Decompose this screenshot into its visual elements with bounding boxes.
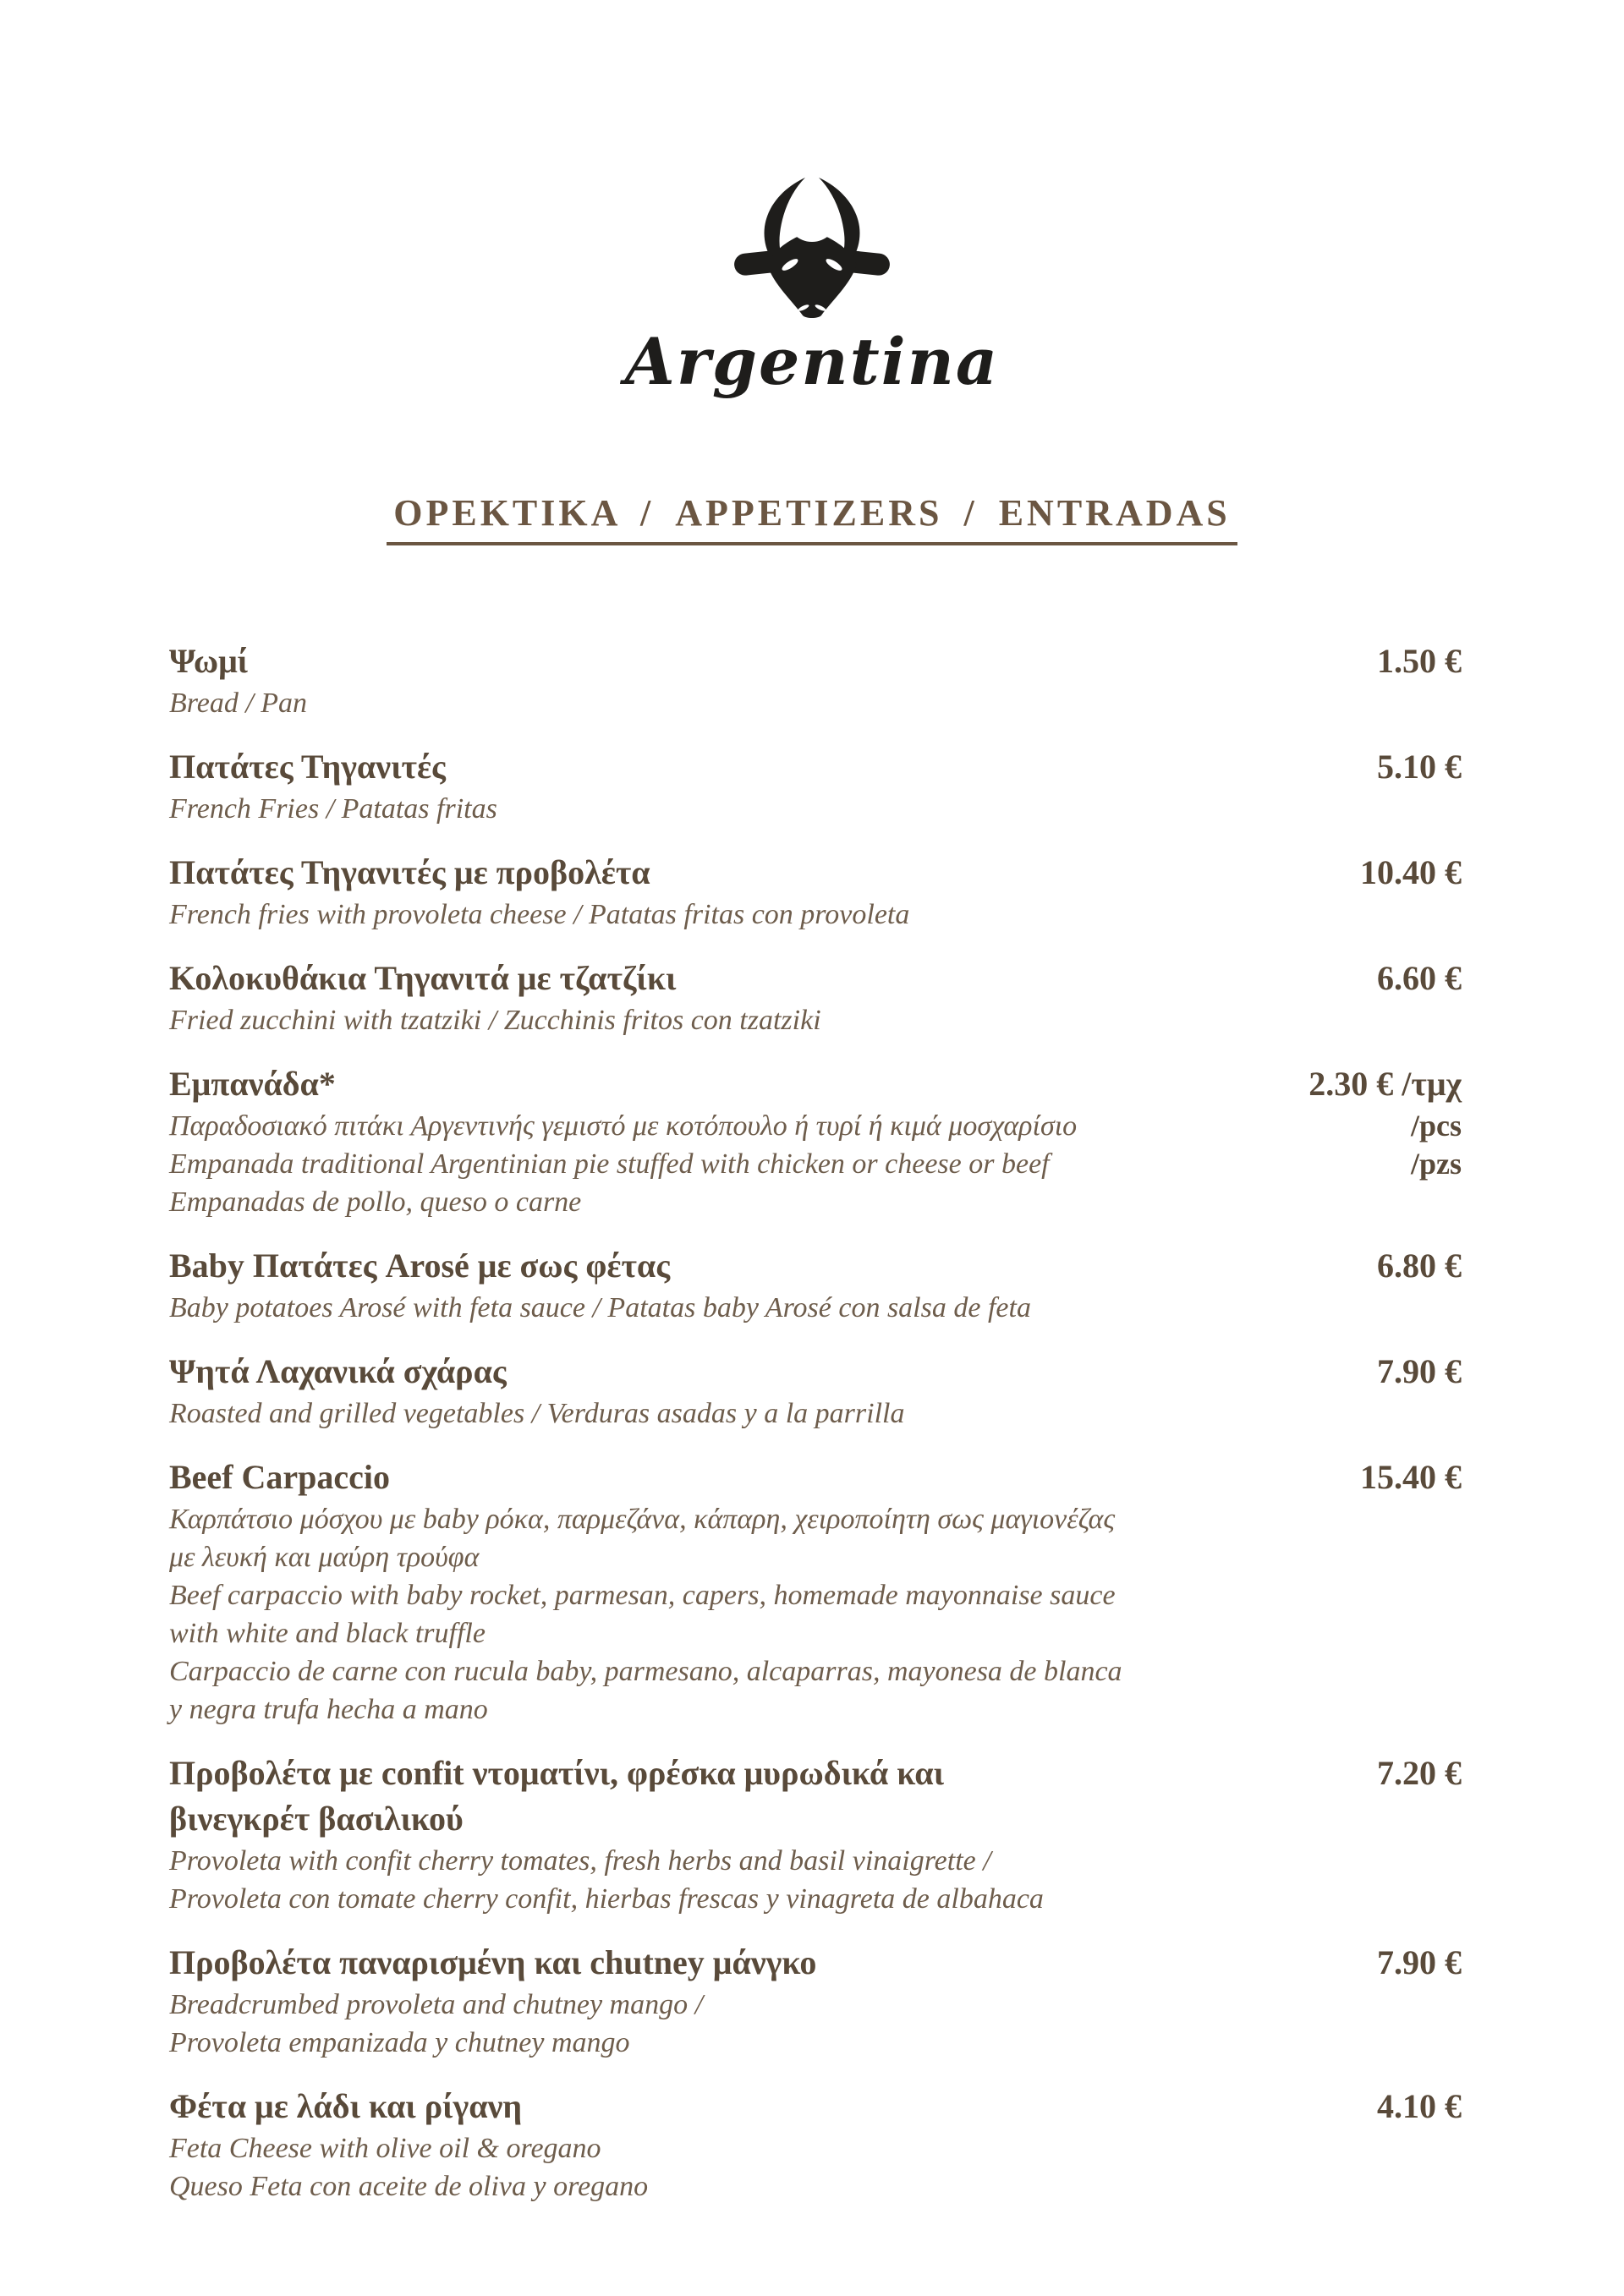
item-description: Roasted and grilled vegetables / Verduras asadas y a la parrilla	[169, 1398, 905, 1429]
item-price: 1.50 €	[1377, 642, 1462, 680]
item-description: Παραδοσιακό πιτάκι Αργεντινής γεμιστό με κοτόπουλο ή τυρί ή κιμά μοσχαρίσιο	[169, 1110, 1078, 1142]
item-price: 5.10 €	[1377, 748, 1462, 786]
section-title: ΟΡΕΚΤΙΚΑ / APPETIZERS / ENTRADAS	[387, 493, 1237, 545]
item-head	[169, 2084, 1462, 2129]
item-description: Καρπάτσιο μόσχου με baby ρόκα, παρμεζάνα, κάπαρη, χειροποίητη σως μαγιονέζας	[169, 1504, 1116, 1535]
logo-wrap	[0, 178, 1624, 320]
item-head	[169, 1455, 1462, 1500]
item-description: Provoleta empanizada y chutney mango	[169, 2027, 630, 2058]
item-name: Beef Carpaccio	[169, 1458, 391, 1496]
item-name-lines	[169, 1940, 1357, 1986]
menu-item	[169, 1455, 1462, 1729]
item-name: βινεγκρέτ βασιλικού	[169, 1800, 464, 1838]
item-description: Carpaccio de carne con rucula baby, parmesano, alcaparras, mayonesa de blanca	[169, 1656, 1122, 1687]
item-description: French fries with provoleta cheese / Patatas fritas con provoleta	[169, 899, 910, 930]
item-description: Fried zucchini with tzatziki / Zucchinis fritos con tzatziki	[169, 1005, 821, 1036]
description-row	[169, 1145, 1462, 1183]
item-name-lines	[169, 1349, 1357, 1395]
item-head	[169, 1751, 1462, 1842]
item-name: Κολοκυθάκια Τηγανιτά με τζατζίκι	[169, 959, 677, 997]
item-name: Εμπανάδα*	[169, 1065, 336, 1103]
item-price: 7.20 €	[1377, 1754, 1462, 1792]
item-name: Ψητά Λαχανικά σχάρας	[169, 1352, 507, 1390]
item-name-lines	[169, 638, 1357, 684]
item-price: 7.90 €	[1377, 1943, 1462, 1981]
menu-item	[169, 1243, 1462, 1327]
item-description: Bread / Pan	[169, 688, 308, 719]
description-row	[169, 1880, 1462, 1918]
item-name-lines	[169, 744, 1357, 790]
item-description: Queso Feta con aceite de oliva y oregano	[169, 2171, 649, 2202]
description-row	[169, 1842, 1462, 1880]
item-head	[169, 1349, 1462, 1395]
item-name: Ψωμί	[169, 642, 249, 680]
item-head	[169, 1940, 1462, 1986]
item-name-lines	[169, 850, 1340, 896]
item-name: Προβολέτα παναρισμένη και chutney μάνγκο	[169, 1943, 817, 1981]
item-head	[169, 1061, 1462, 1107]
item-price: 4.10 €	[1377, 2087, 1462, 2125]
item-name: Baby Πατάτες Arosé με σως φέτας	[169, 1247, 671, 1285]
item-description: Provoleta con tomate cherry confit, hierbas frescas y vinagreta de albahaca	[169, 1883, 1044, 1915]
menu-item	[169, 1349, 1462, 1433]
item-description: French Fries / Patatas fritas	[169, 793, 497, 825]
description-row	[169, 2024, 1462, 2062]
menu-item	[169, 956, 1462, 1039]
item-price: 15.40 €	[1360, 1458, 1462, 1496]
description-row	[169, 684, 1462, 722]
item-head	[169, 1243, 1462, 1289]
item-head	[169, 744, 1462, 790]
description-row	[169, 2129, 1462, 2167]
price-unit: /pzs	[1410, 1147, 1462, 1181]
item-name: Φέτα με λάδι και ρίγανη	[169, 2087, 523, 2125]
item-name-lines	[169, 2084, 1357, 2129]
item-name-lines	[169, 1751, 1357, 1842]
item-price: 7.90 €	[1377, 1352, 1462, 1390]
item-description: Feta Cheese with olive oil & oregano	[169, 2133, 601, 2164]
brand-name: Argentina	[624, 324, 1000, 399]
description-row	[169, 790, 1462, 828]
menu-item	[169, 1061, 1462, 1221]
menu-item	[169, 1940, 1462, 2062]
menu-item	[169, 744, 1462, 828]
description-row	[169, 1986, 1462, 2024]
description-row	[169, 1183, 1462, 1221]
menu-items	[169, 638, 1462, 2228]
description-row	[169, 1538, 1462, 1576]
item-description: y negra trufa hecha a mano	[169, 1694, 488, 1725]
menu-item	[169, 2084, 1462, 2206]
item-price: 6.80 €	[1377, 1247, 1462, 1285]
bull-head-icon	[734, 178, 890, 320]
description-row	[169, 1289, 1462, 1327]
description-row	[169, 1500, 1462, 1538]
item-name: Πατάτες Τηγανιτές	[169, 748, 446, 786]
item-description: με λευκή και μαύρη τρούφα	[169, 1542, 480, 1573]
item-description: Empanada traditional Argentinian pie stuffed with chicken or cheese or beef	[169, 1148, 1050, 1180]
item-name-lines	[169, 1243, 1357, 1289]
item-description: with white and black truffle	[169, 1618, 486, 1649]
description-row	[169, 1576, 1462, 1614]
menu-item	[169, 1751, 1462, 1918]
item-name: Πατάτες Τηγανιτές με προβολέτα	[169, 853, 650, 891]
description-row	[169, 1614, 1462, 1652]
item-description: Beef carpaccio with baby rocket, parmesan, capers, homemade mayonnaise sauce	[169, 1580, 1116, 1611]
item-head	[169, 956, 1462, 1001]
description-row	[169, 1107, 1462, 1145]
item-price: 6.60 €	[1377, 959, 1462, 997]
item-description: Baby potatoes Arosé with feta sauce / Patatas baby Arosé con salsa de feta	[169, 1292, 1031, 1323]
item-description: Empanadas de pollo, queso o carne	[169, 1186, 582, 1218]
section-heading	[0, 493, 1624, 545]
item-name: Προβολέτα με confit ντοματίνι, φρέσκα μυρωδικά και	[169, 1754, 945, 1792]
item-description: Breadcrumbed provoleta and chutney mango /	[169, 1989, 704, 2020]
description-row	[169, 2167, 1462, 2206]
description-row	[169, 1001, 1462, 1039]
description-row	[169, 1652, 1462, 1690]
item-price: 10.40 €	[1360, 853, 1462, 891]
item-name-lines	[169, 1061, 1288, 1107]
description-row	[169, 1395, 1462, 1433]
menu-item	[169, 850, 1462, 934]
item-price: 2.30 € /τμχ	[1309, 1065, 1462, 1103]
description-row	[169, 1690, 1462, 1729]
item-head	[169, 638, 1462, 684]
menu-item	[169, 638, 1462, 722]
item-name-lines	[169, 956, 1357, 1001]
item-name-lines	[169, 1455, 1340, 1500]
description-row	[169, 896, 1462, 934]
item-head	[169, 850, 1462, 896]
item-description: Provoleta with confit cherry tomates, fresh herbs and basil vinaigrette /	[169, 1845, 991, 1877]
price-unit: /pcs	[1410, 1109, 1462, 1143]
